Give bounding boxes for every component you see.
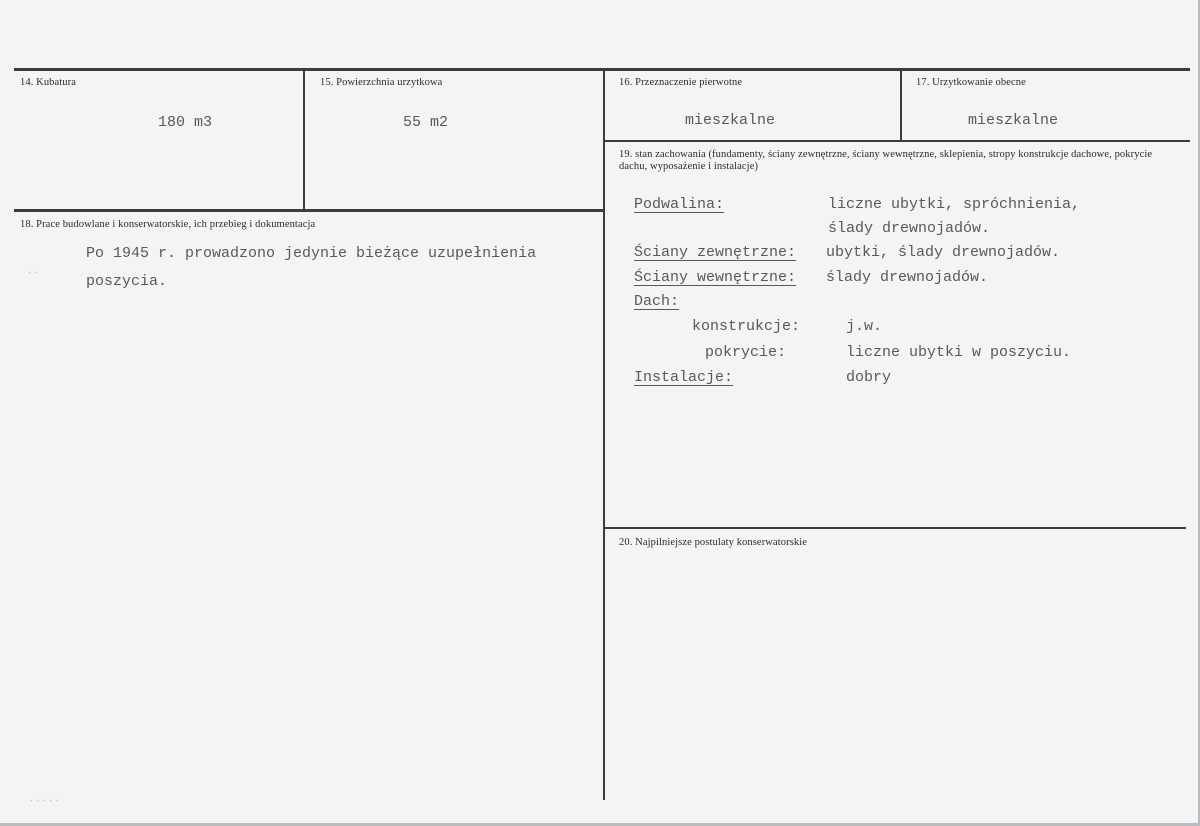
vrule-center bbox=[603, 70, 605, 800]
vrule-16-17 bbox=[900, 70, 902, 141]
vrule-14-15 bbox=[303, 70, 305, 210]
f19-row-0-key: Podwalina: bbox=[634, 196, 725, 213]
f19-row-2-value: ubytki, ślady drewnojadów. bbox=[826, 244, 1061, 261]
f19-row-2-key: Ściany zewnętrzne: bbox=[634, 244, 797, 261]
top-rule bbox=[14, 68, 1190, 71]
field-14-value: 180 m3 bbox=[158, 114, 213, 131]
f19-row-6-value: liczne ubytki w poszyciu. bbox=[846, 344, 1072, 361]
rule-right-mid bbox=[604, 527, 1186, 529]
field-18-text: Po 1945 r. prowadzono jedynie bieżące uzupełnienia poszycia. bbox=[86, 245, 537, 290]
rule-left-mid bbox=[14, 209, 604, 212]
field-18-label: 18. Prace budowlane i konserwatorskie, ich przebieg i dokumentacja bbox=[20, 219, 316, 230]
field-17-value: mieszkalne bbox=[968, 112, 1059, 129]
f19-row-4-key: Dach: bbox=[634, 293, 680, 310]
f19-row-3-key: Ściany wewnętrzne: bbox=[634, 269, 797, 286]
field-14-label: 14. Kubatura bbox=[20, 77, 77, 88]
f19-row-1-value: ślady drewnojadów. bbox=[828, 220, 991, 237]
f19-row-0-value: liczne ubytki, spróchnienia, bbox=[828, 196, 1081, 213]
field-16-value: mieszkalne bbox=[685, 112, 776, 129]
field-16-label: 16. Przeznaczenie pierwotne bbox=[619, 77, 743, 88]
paper-speck: · · · · · bbox=[30, 796, 59, 807]
paper-speck: · · bbox=[28, 268, 38, 279]
rule-right-top bbox=[604, 140, 1190, 142]
field-15-label: 15. Powierzchnia urzytkowa bbox=[320, 77, 443, 88]
field-17-label: 17. Urzytkowanie obecne bbox=[916, 77, 1026, 88]
field-20-label: 20. Najpilniejsze postulaty konserwatorskie bbox=[619, 537, 808, 548]
field-19-label: 19. stan zachowania (fundamenty, ściany zewnętrzne, ściany wewnętrzne, sklepienia, stropy konstrukcje dachowe, pokrycie dachu, wyposażenie i instalacje) bbox=[619, 149, 1153, 172]
f19-row-7-value: dobry bbox=[846, 369, 892, 386]
f19-row-6-key: pokrycie: bbox=[705, 344, 787, 361]
f19-row-3-value: ślady drewnojadów. bbox=[826, 269, 989, 286]
f19-row-5-key: konstrukcje: bbox=[692, 318, 801, 335]
f19-row-5-value: j.w. bbox=[846, 318, 883, 335]
field-15-value: 55 m2 bbox=[403, 114, 449, 131]
f19-row-7-key: Instalacje: bbox=[634, 369, 734, 386]
